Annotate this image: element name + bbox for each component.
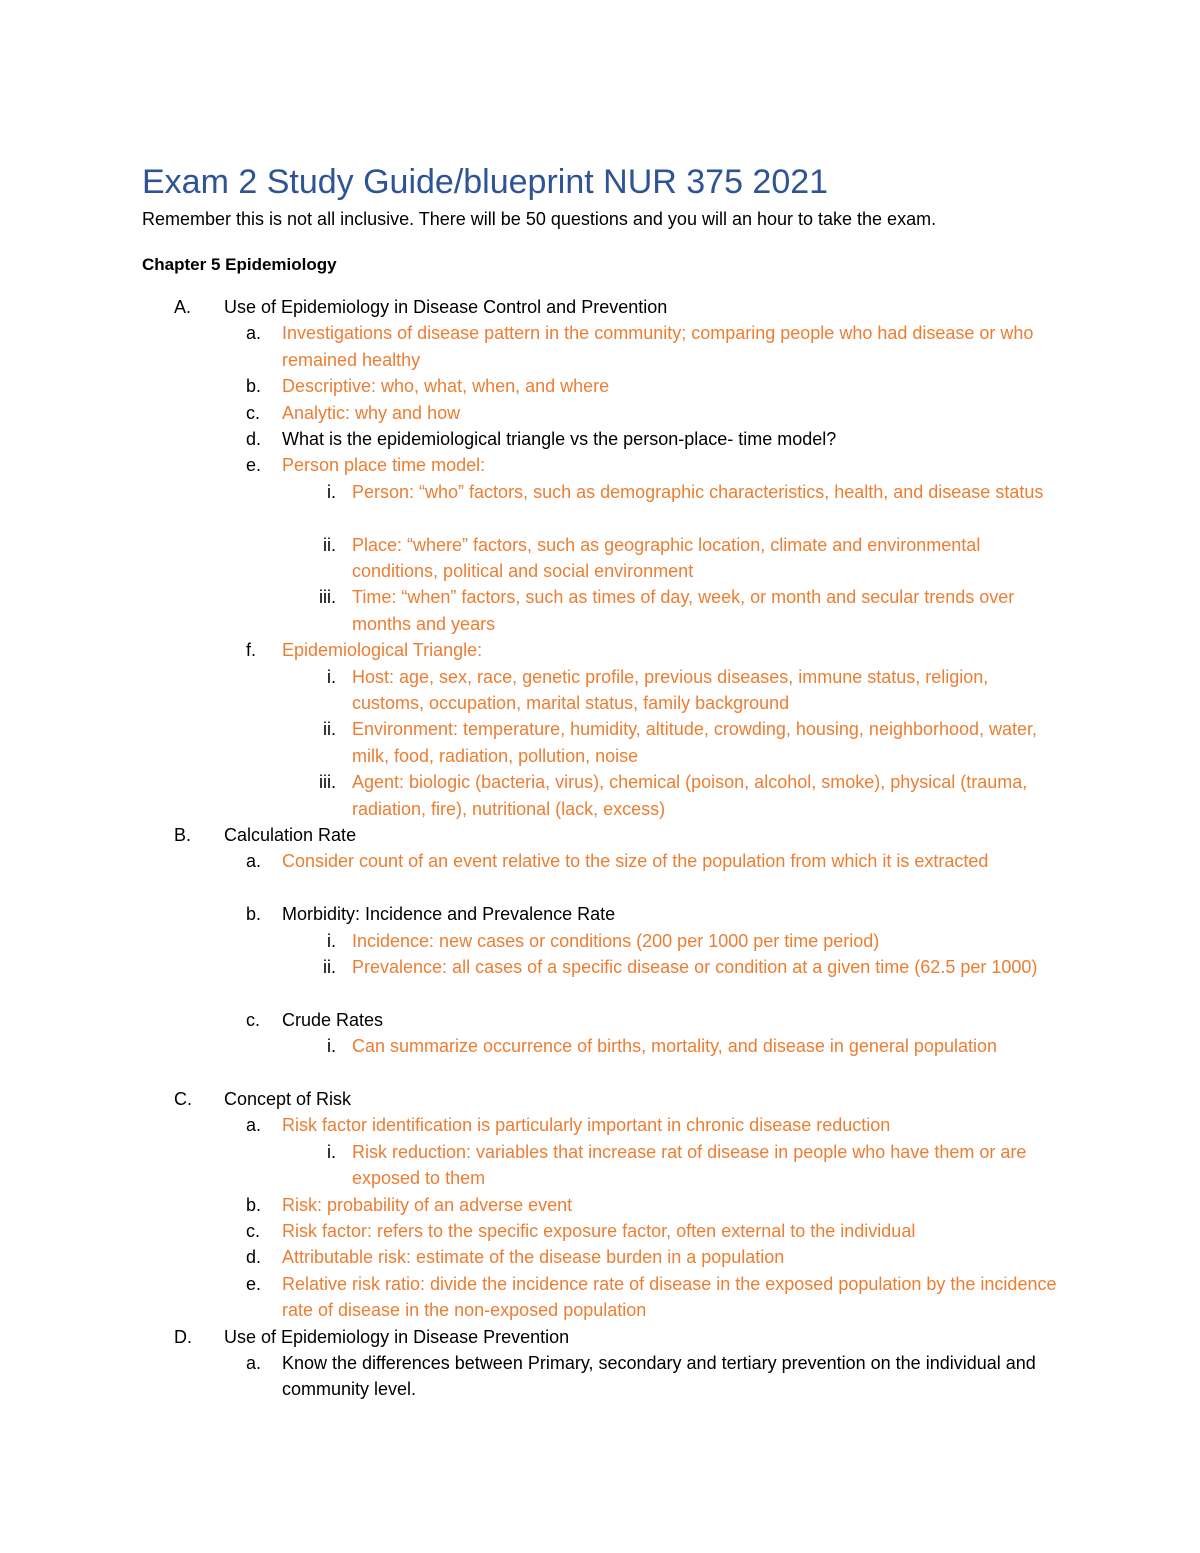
outline-marker: i. [327, 930, 336, 951]
outline-text: Attributable risk: estimate of the disease burden in a population [282, 1247, 785, 1268]
outline-marker: e. [246, 1273, 262, 1294]
outline-marker: c. [246, 1221, 261, 1241]
outline-text: What is the epidemiological triangle vs the person-place- time model? [282, 429, 837, 449]
outline-text: Person place time model: [282, 455, 486, 476]
outline-text: Environment: temperature, humidity, altitude, crowding, housing, neighborhood, water, milk, food, radiation, pollution, noise [352, 719, 1038, 766]
outline-text: Use of Epidemiology in Disease Control and Prevention [224, 297, 668, 317]
outline-text: Epidemiological Triangle: [282, 640, 483, 661]
outline-marker: a. [246, 323, 262, 344]
chapter-heading: Chapter 5 Epidemiology [142, 255, 337, 274]
outline-marker: ii. [323, 957, 336, 977]
outline-text: Risk factor: refers to the specific exposure factor, often external to the individual [282, 1221, 916, 1241]
outline-text: Place: “where” factors, such as geographic location, climate and environmental conditions, political and social environment [352, 534, 981, 581]
outline-text: Descriptive: who, what, when, and where [282, 376, 610, 397]
outline-marker: e. [246, 455, 262, 476]
outline-marker: a. [246, 1353, 262, 1373]
outline-text: Know the differences between Primary, secondary and tertiary prevention on the individual and community level. [282, 1353, 1036, 1400]
outline-marker: i. [327, 1141, 336, 1162]
outline-marker: d. [246, 1247, 262, 1268]
page-title: Exam 2 Study Guide/blueprint NUR 375 2021 [142, 163, 829, 201]
outline-marker: ii. [323, 534, 336, 555]
outline-text: Crude Rates [282, 1009, 384, 1030]
outline-text: Concept of Risk [224, 1089, 352, 1109]
outline-text: Investigations of disease pattern in the community; comparing people who had disease or who remained healthy [282, 323, 1034, 370]
outline-text: Risk factor identification is particularly important in chronic disease reduction [282, 1115, 891, 1136]
outline-text: Consider count of an event relative to the size of the population from which it is extracted [282, 851, 989, 872]
outline-text: Use of Epidemiology in Disease Prevention [224, 1326, 570, 1347]
outline-text: Incidence: new cases or conditions (200 per 1000 per time period) [352, 930, 880, 951]
outline-text: Risk reduction: variables that increase rat of disease in people who have them or are exposed to them [352, 1141, 1027, 1189]
outline-marker: i. [327, 481, 336, 502]
outline-marker: ii. [323, 719, 336, 740]
outline-marker: b. [246, 904, 262, 925]
outline-marker: b. [246, 1194, 262, 1215]
outline-text: Prevalence: all cases of a specific disease or condition at a given time (62.5 per 1000) [352, 957, 1038, 977]
outline-text: Morbidity: Incidence and Prevalence Rate [282, 904, 616, 925]
outline-marker: D. [174, 1326, 192, 1347]
outline-marker: C. [174, 1089, 192, 1109]
outline-marker: iii. [319, 587, 336, 608]
outline-marker: A. [174, 297, 192, 317]
outline-marker: i. [327, 666, 336, 687]
outline-text: Calculation Rate [224, 825, 357, 845]
outline-text: Time: “when” factors, such as times of day, week, or month and secular trends over months and years [352, 587, 1015, 634]
outline-marker: iii. [319, 772, 336, 793]
outline-marker: B. [174, 825, 192, 845]
outline-text: Person: “who” factors, such as demographic characteristics, health, and disease status [352, 481, 1044, 502]
outline-marker: f. [246, 640, 257, 661]
outline-text: Relative risk ratio: divide the incidence rate of disease in the exposed population by the incidence rate of disease in the non-exposed population [282, 1273, 1057, 1321]
outline-marker: i. [327, 1036, 336, 1057]
outline-text: Analytic: why and how [282, 402, 461, 423]
outline-marker: c. [246, 1009, 261, 1030]
intro-text: Remember this is not all inclusive. There will be 50 questions and you will an hour to take the exam. [142, 209, 937, 229]
outline-marker: a. [246, 1115, 262, 1136]
outline-marker: d. [246, 429, 262, 449]
outline-text: Host: age, sex, race, genetic profile, previous diseases, immune status, religion, customs, occupation, marital status, family background [352, 666, 989, 713]
outline-text: Can summarize occurrence of births, mortality, and disease in general population [352, 1036, 997, 1057]
outline-marker: c. [246, 402, 261, 423]
outline-text: Risk: probability of an adverse event [282, 1194, 573, 1215]
outline-marker: b. [246, 376, 262, 397]
outline-text: Agent: biologic (bacteria, virus), chemical (poison, alcohol, smoke), physical (trauma, radiation, fire), nutritional (lack, excess) [352, 772, 1028, 819]
outline-marker: a. [246, 851, 262, 872]
